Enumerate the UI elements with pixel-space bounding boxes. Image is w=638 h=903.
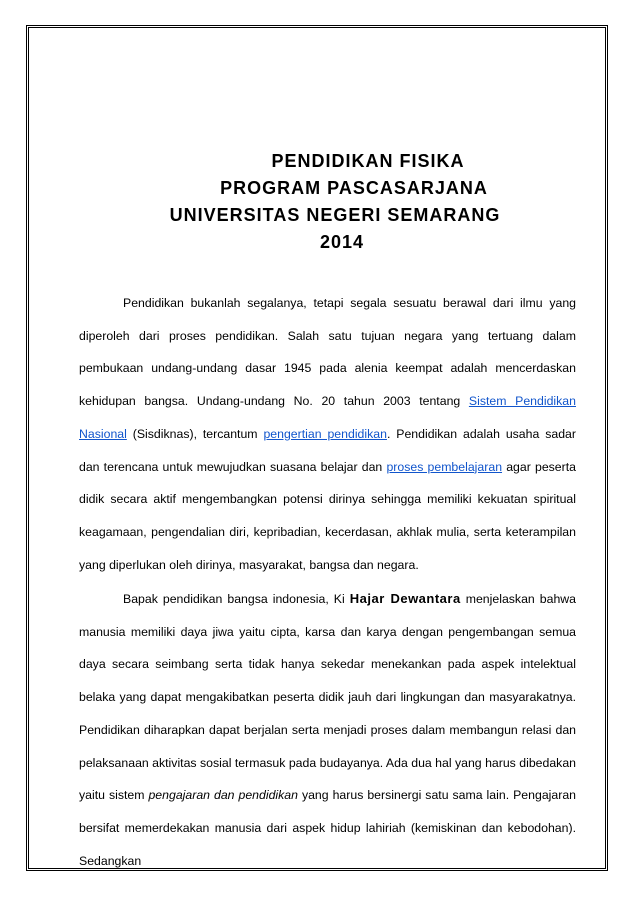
paragraph-1-text-d: agar peserta didik secara aktif mengembangkan potensi dirinya sehingga memiliki kekuatan spiritual keagamaan, pengendalian diri, kepribadian, kecerdasan, akhlak mulia, serta keterampilan yang diperlukan oleh dirinya, masyarakat, bangsa dan negara. — [79, 459, 576, 572]
paragraph-1-text-b: (Sisdiknas), tercantum — [126, 426, 264, 441]
title-year: 2014 — [319, 232, 365, 252]
link-proses-pembelajaran[interactable]: proses pembelajaran — [386, 459, 503, 474]
title-department: PENDIDIKAN FISIKA — [271, 151, 465, 171]
paragraph-2 — [79, 583, 576, 877]
document-title — [62, 148, 574, 256]
paragraph-2-text-c: yang harus bersinergi satu sama lain. Pengajaran bersifat memerdekakan manusia dari aspek hidup lahiriah (kemiskinan dan kebodohan). Sedangkan — [79, 788, 576, 868]
link-sistem-pendidikan-nasional[interactable]: Sistem Pendidikan Nasional — [79, 394, 576, 441]
italic-pengajaran-pendidikan: pengajaran dan pendidikan — [148, 788, 298, 803]
paragraph-1 — [79, 287, 576, 581]
paragraph-2-text-a: Bapak pendidikan bangsa indonesia, Ki — [123, 592, 350, 606]
paragraph-1-text-a: Pendidikan bukanlah segalanya, tetapi segala sesuatu berawal dari ilmu yang diperoleh dari proses pendidikan. Salah satu tujuan negara yang tertuang dalam pembukaan undang-undang dasar 1945 pada alenia keempat adalah mencerdaskan kehidupan bangsa. Undang-undang No. 20 tahun 2003 tentang — [79, 296, 576, 409]
title-program: PROGRAM PASCASARJANA — [220, 178, 488, 198]
title-university: UNIVERSITAS NEGERI SEMARANG — [169, 205, 501, 225]
name-hajar-dewantara: Hajar Dewantara — [349, 591, 461, 606]
paragraph-1-text-c: . Pendidikan adalah usaha sadar dan terencana untuk mewujudkan suasana belajar dan — [79, 426, 576, 474]
link-pengertian-pendidikan[interactable]: pengertian pendidikan — [263, 426, 387, 441]
paragraph-2-text-b: menjelaskan bahwa manusia memiliki daya jiwa yaitu cipta, karsa dan karya dengan pengembangan semua daya secara seimbang serta tidak hanya sekedar menekankan pada aspek intelektual belaka yang dapat mengakibatkan peserta didik jauh dari lingkungan dan masyarakatnya. Pendidikan diharapkan dapat berjalan serta menjadi proses dalam membangun relasi dan pelaksanaan aktivitas sosial termasuk pada budayanya. Ada dua hal yang harus dibedakan yaitu sistem — [79, 592, 577, 803]
